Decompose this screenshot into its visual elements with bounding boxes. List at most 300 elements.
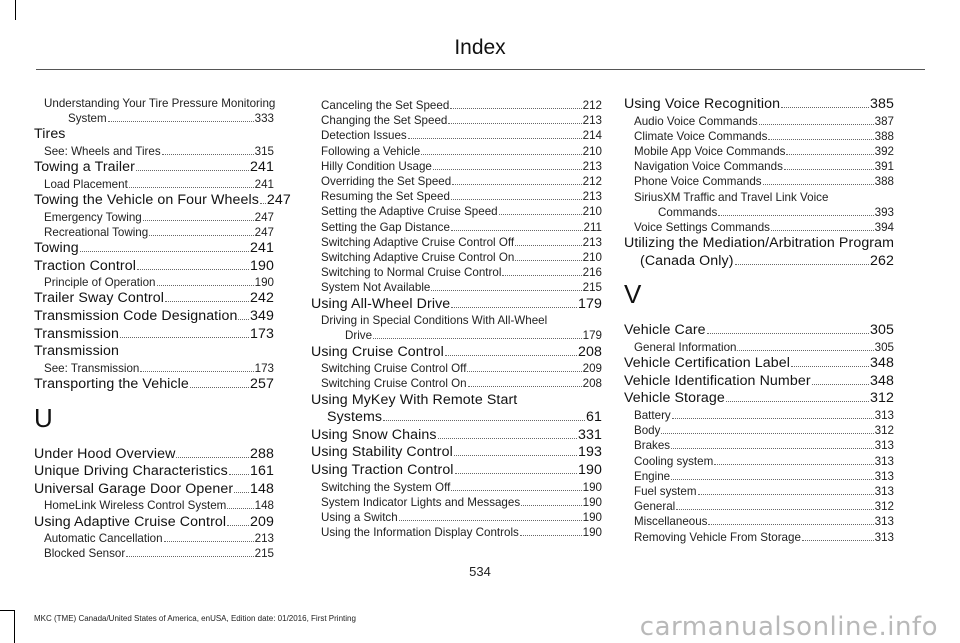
dot-leader (759, 124, 874, 125)
index-subentry (624, 174, 894, 189)
index-entry-text: Transmission Code Designation (34, 307, 238, 324)
page-ref: 288 (250, 445, 274, 462)
index-subentry-text: General Information (634, 341, 737, 354)
index-column-2 (311, 98, 602, 540)
index-entry (34, 290, 274, 308)
index-subentry-text: Overriding the Set Speed (321, 175, 452, 189)
index-entry (311, 427, 602, 445)
header-rule (36, 69, 925, 70)
dot-leader (521, 505, 582, 506)
index-subentry-text: Recreational Towing (44, 225, 149, 239)
index-subentry-continued (311, 328, 602, 343)
index-subentry (34, 177, 274, 192)
dot-leader (176, 457, 249, 458)
index-subentry-text: HomeLink Wireless Control System (44, 499, 227, 513)
index-subentry (624, 499, 894, 514)
dot-leader (707, 333, 869, 334)
dot-leader (698, 494, 874, 495)
index-entry-text: Using All-Wheel Drive (311, 295, 451, 312)
index-subentry-text: Switching Cruise Control On (321, 377, 467, 391)
page-ref: 385 (870, 96, 894, 112)
page-ref: 213 (582, 190, 602, 204)
index-subentry-continued (34, 111, 274, 126)
page-ref: 313 (874, 515, 894, 529)
index-subentry (311, 280, 602, 295)
page-ref: 331 (578, 426, 602, 443)
index-subentry (311, 128, 602, 143)
dot-leader (499, 214, 582, 215)
index-entry (34, 159, 274, 177)
dot-leader (120, 337, 249, 338)
dot-leader (260, 203, 266, 204)
index-entry-text: Using Adaptive Cruise Control (34, 513, 227, 530)
index-subentry-text: Switching Adaptive Cruise Control Off (321, 235, 515, 249)
page-ref: 315 (254, 145, 274, 158)
dot-leader (786, 154, 873, 155)
index-subentry-text: Navigation Voice Commands (634, 160, 783, 174)
index-subentry-text: Detection Issues (321, 129, 407, 143)
page-ref: 305 (870, 322, 894, 339)
page-ref: 262 (870, 252, 894, 269)
index-subentry-text: Load Placement (44, 177, 128, 191)
page-ref: 190 (582, 526, 602, 540)
page-ref: 241 (250, 159, 274, 176)
index-subentry-text: Battery (634, 408, 671, 422)
dot-leader (671, 448, 874, 449)
index-subentry (311, 525, 602, 540)
index-subentry-text: Cooling system (634, 454, 714, 468)
dot-leader (468, 386, 582, 387)
index-subentry (624, 144, 894, 159)
page-ref: 213 (582, 235, 602, 249)
index-subentry-text: Canceling the Set Speed (321, 99, 450, 112)
dot-leader (227, 508, 253, 509)
index-subentry-text: Removing Vehicle From Storage (634, 530, 801, 544)
dot-leader (726, 401, 869, 402)
index-entry (311, 344, 602, 362)
index-entry-text: Trailer Sway Control (34, 290, 164, 307)
page-ref: 190 (578, 462, 602, 479)
page-ref: 212 (582, 175, 602, 189)
index-subentry (34, 144, 274, 159)
dot-leader (445, 355, 577, 356)
index-entry: Tires (34, 126, 66, 143)
dot-leader (467, 371, 581, 372)
index-subentry-continued (624, 205, 894, 220)
page-ref: 214 (582, 129, 602, 143)
index-subentry-continued-text: System (68, 112, 107, 126)
page-ref: 391 (874, 160, 894, 174)
page-ref: 148 (254, 499, 274, 513)
dot-leader (448, 123, 581, 124)
index-entry (624, 322, 894, 340)
index-subentry-text: Climate Voice Commands (634, 129, 768, 143)
index-subentry (34, 225, 274, 240)
page-ref: 313 (874, 469, 894, 483)
index-entry (34, 192, 291, 210)
page-ref: 393 (874, 205, 894, 219)
page-ref: 210 (582, 144, 602, 158)
index-entry: Transmission (34, 343, 120, 360)
index-subentry (311, 174, 602, 189)
page-ref: 213 (582, 159, 602, 173)
index-entry-text: Traction Control (34, 257, 136, 274)
dot-leader (126, 556, 253, 557)
index-subentry (624, 220, 894, 235)
index-column-3 (624, 96, 894, 545)
page-ref: 148 (250, 480, 274, 497)
index-subentry-text: Engine (634, 469, 671, 483)
index-subentry-text: Resuming the Set Speed (321, 190, 450, 204)
index-subentry (624, 454, 894, 469)
index-subentry (311, 480, 602, 495)
dot-leader (671, 479, 874, 480)
index-subentry (34, 210, 274, 225)
index-subentry-text: See: Wheels and Tires (44, 145, 161, 158)
page-ref: 387 (874, 114, 894, 128)
index-entry (624, 390, 894, 408)
index-entry-text: Towing (34, 240, 79, 256)
page-ref: 213 (582, 114, 602, 128)
page-ref: 312 (870, 390, 894, 407)
index-entry (34, 481, 274, 499)
dot-leader (227, 525, 249, 526)
page-title: Index (454, 36, 506, 59)
dot-leader (137, 269, 249, 270)
index-entry-text: Vehicle Storage (624, 390, 725, 407)
index-entry-text: Using Cruise Control (311, 343, 444, 360)
page-ref: 241 (250, 240, 274, 256)
index-subentry-text: Using the Information Display Controls (321, 526, 519, 540)
index-entry-text: Using Snow Chains (311, 426, 437, 443)
page-ref: 190 (254, 276, 274, 290)
dot-leader (431, 290, 581, 291)
index-entry-text: Vehicle Certification Label (624, 355, 790, 372)
index-subentry-text: Miscellaneous (634, 515, 708, 529)
index-subentry (311, 159, 602, 174)
index-subentry (624, 514, 894, 529)
dot-leader (763, 184, 874, 185)
index-entry (34, 376, 274, 394)
index-entry-text: Vehicle Identification Number (624, 372, 811, 389)
dot-leader (714, 464, 873, 465)
dot-leader (149, 235, 253, 236)
index-entry (34, 446, 274, 464)
dot-leader (438, 438, 578, 439)
index-subentry (311, 510, 602, 525)
index-subentry-text: Switching Adaptive Cruise Control On (321, 251, 515, 265)
page-ref: 394 (874, 221, 894, 235)
crop-mark-top-left (15, 0, 16, 20)
page-ref: 209 (582, 362, 602, 376)
index-entry (311, 296, 602, 314)
dot-leader (771, 230, 874, 231)
dot-leader (520, 535, 582, 536)
index-subentry-text: Mobile App Voice Commands (634, 145, 786, 158)
dot-leader (451, 230, 583, 231)
index-subentry (34, 361, 274, 376)
page-ref: 212 (582, 99, 602, 112)
crop-mark-bottom-left-v (14, 610, 15, 643)
page-ref: 190 (250, 257, 274, 274)
index-subentry-text: System Indicator Lights and Messages (321, 495, 521, 509)
page-ref: 247 (254, 225, 274, 239)
index-subentry: Understanding Your Tire Pressure Monitoring (44, 97, 276, 110)
dot-leader (454, 455, 577, 456)
index-subentry (311, 495, 602, 510)
page-ref: 388 (874, 129, 894, 143)
index-entry (34, 463, 274, 481)
index-subentry (624, 469, 894, 484)
index-entry-text: Under Hood Overview (34, 445, 176, 462)
index-entry-continued (624, 253, 894, 271)
index-entry-text: Transmission (34, 325, 120, 342)
dot-leader (190, 387, 249, 388)
index-subentry-text: Body (634, 424, 661, 438)
index-column-1 (34, 96, 291, 562)
index-entry (34, 240, 274, 258)
index-entry (311, 462, 602, 480)
page-ref: 179 (582, 329, 602, 343)
dot-leader (515, 245, 582, 246)
page-ref: 348 (870, 355, 894, 372)
index-subentry (624, 438, 894, 453)
dot-leader (791, 366, 869, 367)
footer-edition-text: MKC (TME) Canada/United States of America, enUSA, Edition date: 01/2016, First Printing (34, 614, 356, 623)
page-ref: 247 (254, 210, 274, 224)
index-entry (34, 326, 274, 344)
dot-leader (802, 540, 874, 541)
page-ref: 215 (582, 281, 602, 295)
index-subentry (624, 340, 894, 355)
page-ref: 242 (250, 290, 274, 307)
index-entry-text: Towing a Trailer (34, 159, 135, 176)
dot-leader (421, 154, 581, 155)
index-subentry: SiriusXM Traffic and Travel Link Voice (634, 190, 829, 204)
dot-leader (784, 169, 874, 170)
index-entry (624, 96, 894, 114)
dot-leader (451, 490, 581, 491)
page-ref: 305 (874, 341, 894, 354)
section-letter: U (34, 402, 53, 433)
page-ref: 209 (250, 513, 274, 530)
index-subentry (34, 498, 274, 513)
index-subentry (34, 275, 274, 290)
index-entry (624, 355, 894, 373)
index-subentry-text: Following a Vehicle (321, 144, 421, 158)
index-subentry (624, 423, 894, 438)
index-subentry-text: Principle of Operation (44, 276, 156, 290)
index-entry-continued-text: (Canada Only) (640, 252, 734, 269)
index-entry-text: Using Traction Control (311, 462, 454, 479)
dot-leader (164, 541, 254, 542)
index-subentry: Driving in Special Conditions With All-Wheel (321, 314, 548, 328)
index-subentry (624, 530, 894, 545)
dot-leader (373, 338, 582, 339)
index-entry (34, 308, 274, 326)
index-subentry-text: Audio Voice Commands (634, 114, 758, 128)
dot-leader (452, 184, 581, 185)
index-subentry (311, 265, 602, 280)
dot-leader (399, 520, 582, 521)
dot-leader (718, 215, 873, 216)
page-ref: 388 (874, 175, 894, 189)
dot-leader (451, 307, 577, 308)
index-subentry-text: Setting the Gap Distance (321, 220, 450, 234)
dot-leader (129, 187, 254, 188)
page-ref: 215 (254, 547, 274, 561)
index-entry-text: Using Voice Recognition (624, 96, 781, 112)
index-entry-text: Vehicle Care (624, 322, 706, 339)
page-ref: 313 (874, 530, 894, 544)
page-ref: 313 (874, 454, 894, 468)
page-ref: 208 (582, 377, 602, 391)
dot-leader (450, 108, 581, 109)
dot-leader (451, 199, 582, 200)
index-subentry-text: Brakes (634, 439, 671, 453)
dot-leader (515, 260, 581, 261)
index-subentry (311, 98, 602, 113)
page-ref: 348 (870, 372, 894, 389)
dot-leader (812, 384, 869, 385)
dot-leader (781, 107, 869, 108)
dot-leader (165, 301, 249, 302)
page-ref: 211 (583, 220, 602, 234)
dot-leader (676, 509, 873, 510)
dot-leader (229, 474, 249, 475)
index-subentry (311, 144, 602, 159)
index-entry (624, 373, 894, 391)
index-subentry-text: Voice Settings Commands (634, 221, 770, 235)
page-ref: 210 (582, 251, 602, 265)
page-ref: 173 (254, 361, 274, 375)
dot-leader (140, 371, 253, 372)
index-subentry (34, 531, 274, 546)
page-ref: 333 (254, 112, 274, 126)
page-ref: 161 (250, 463, 274, 480)
dot-leader (162, 154, 254, 155)
index-subentry (34, 546, 274, 561)
page-ref: 257 (250, 375, 274, 392)
index-entry-text: Towing the Vehicle on Four Wheels (34, 192, 259, 208)
index-subentry (624, 408, 894, 423)
dot-leader (433, 169, 582, 170)
page-ref: 313 (874, 408, 894, 422)
dot-leader (708, 524, 873, 525)
index-entry-text: Transporting the Vehicle (34, 375, 189, 392)
page-ref: 313 (874, 439, 894, 453)
index-entry (34, 514, 274, 532)
page-ref: 173 (250, 325, 274, 342)
dot-leader (234, 492, 249, 493)
dot-leader (661, 433, 873, 434)
index-subentry-text: Switching to Normal Cruise Control (321, 266, 502, 280)
index-subentry-text: Switching Cruise Control Off (321, 362, 467, 376)
crop-mark-bottom-left-h (0, 610, 14, 611)
index-subentry-text: Changing the Set Speed (321, 114, 448, 128)
page-ref: 349 (250, 307, 274, 324)
index-entry-continued (311, 409, 602, 427)
index-subentry (311, 113, 602, 128)
dot-leader (238, 319, 249, 320)
dot-leader (768, 139, 873, 140)
watermark: carmanualsonline.info (639, 612, 938, 642)
section-letter: V (624, 279, 642, 310)
page-ref: 190 (582, 511, 602, 525)
index-subentry-text: Blocked Sensor (44, 547, 126, 561)
index-subentry (311, 376, 602, 391)
index-subentry-text: General (634, 500, 676, 514)
page-ref: 193 (578, 444, 602, 461)
index-subentry-text: Emergency Towing (44, 210, 142, 224)
index-subentry (311, 235, 602, 250)
index-subentry-text: See: Transmission (44, 361, 140, 375)
dot-leader (735, 264, 869, 265)
index-entry: Utilizing the Mediation/Arbitration Program (624, 235, 895, 252)
index-subentry (311, 204, 602, 219)
index-entry-text: Unique Driving Characteristics (34, 463, 228, 480)
page-ref: 216 (582, 266, 602, 280)
index-subentry-continued-text: Commands (658, 205, 718, 219)
page-ref: 392 (874, 145, 894, 158)
page-ref: 312 (874, 424, 894, 438)
index-entry (34, 258, 274, 276)
page-ref: 179 (578, 295, 602, 312)
page-ref: 213 (254, 532, 274, 546)
index-entry-continued-text: Systems (327, 409, 383, 426)
dot-leader (383, 420, 585, 421)
index-subentry-text: Switching the System Off (321, 480, 451, 494)
index-entry: Using MyKey With Remote Start (311, 391, 518, 408)
index-entry-text: Using Stability Control (311, 444, 453, 461)
index-subentry-text: System Not Available (321, 281, 431, 295)
dot-leader (672, 418, 874, 419)
page-ref: 190 (582, 495, 602, 509)
dot-leader (80, 251, 249, 252)
index-subentry (624, 114, 894, 129)
index-subentry-text: Hilly Condition Usage (321, 159, 432, 173)
index-subentry (311, 189, 602, 204)
index-subentry-text: Using a Switch (321, 511, 398, 525)
index-subentry (624, 129, 894, 144)
index-entry (311, 444, 602, 462)
index-subentry (311, 220, 602, 235)
dot-leader (143, 220, 254, 221)
index-subentry-text: Fuel system (634, 485, 697, 498)
index-subentry (311, 250, 602, 265)
dot-leader (502, 275, 581, 276)
index-entry-text: Universal Garage Door Opener (34, 480, 234, 497)
index-subentry-text: Setting the Adaptive Cruise Speed (321, 205, 498, 219)
index-subentry-text: Phone Voice Commands (634, 175, 762, 189)
page-ref: 241 (254, 177, 274, 191)
page-number: 534 (469, 564, 491, 579)
dot-leader (108, 121, 254, 122)
dot-leader (737, 350, 873, 351)
index-subentry (624, 159, 894, 174)
dot-leader (455, 473, 577, 474)
dot-leader (157, 285, 254, 286)
page-ref: 247 (266, 192, 291, 208)
page-ref: 61 (586, 409, 602, 426)
page-ref: 190 (582, 480, 602, 494)
page-ref: 210 (582, 205, 602, 219)
index-subentry (311, 361, 602, 376)
page-ref: 312 (874, 500, 894, 514)
page-ref: 208 (578, 343, 602, 360)
index-subentry-continued-text: Drive (345, 329, 373, 343)
dot-leader (136, 170, 249, 171)
